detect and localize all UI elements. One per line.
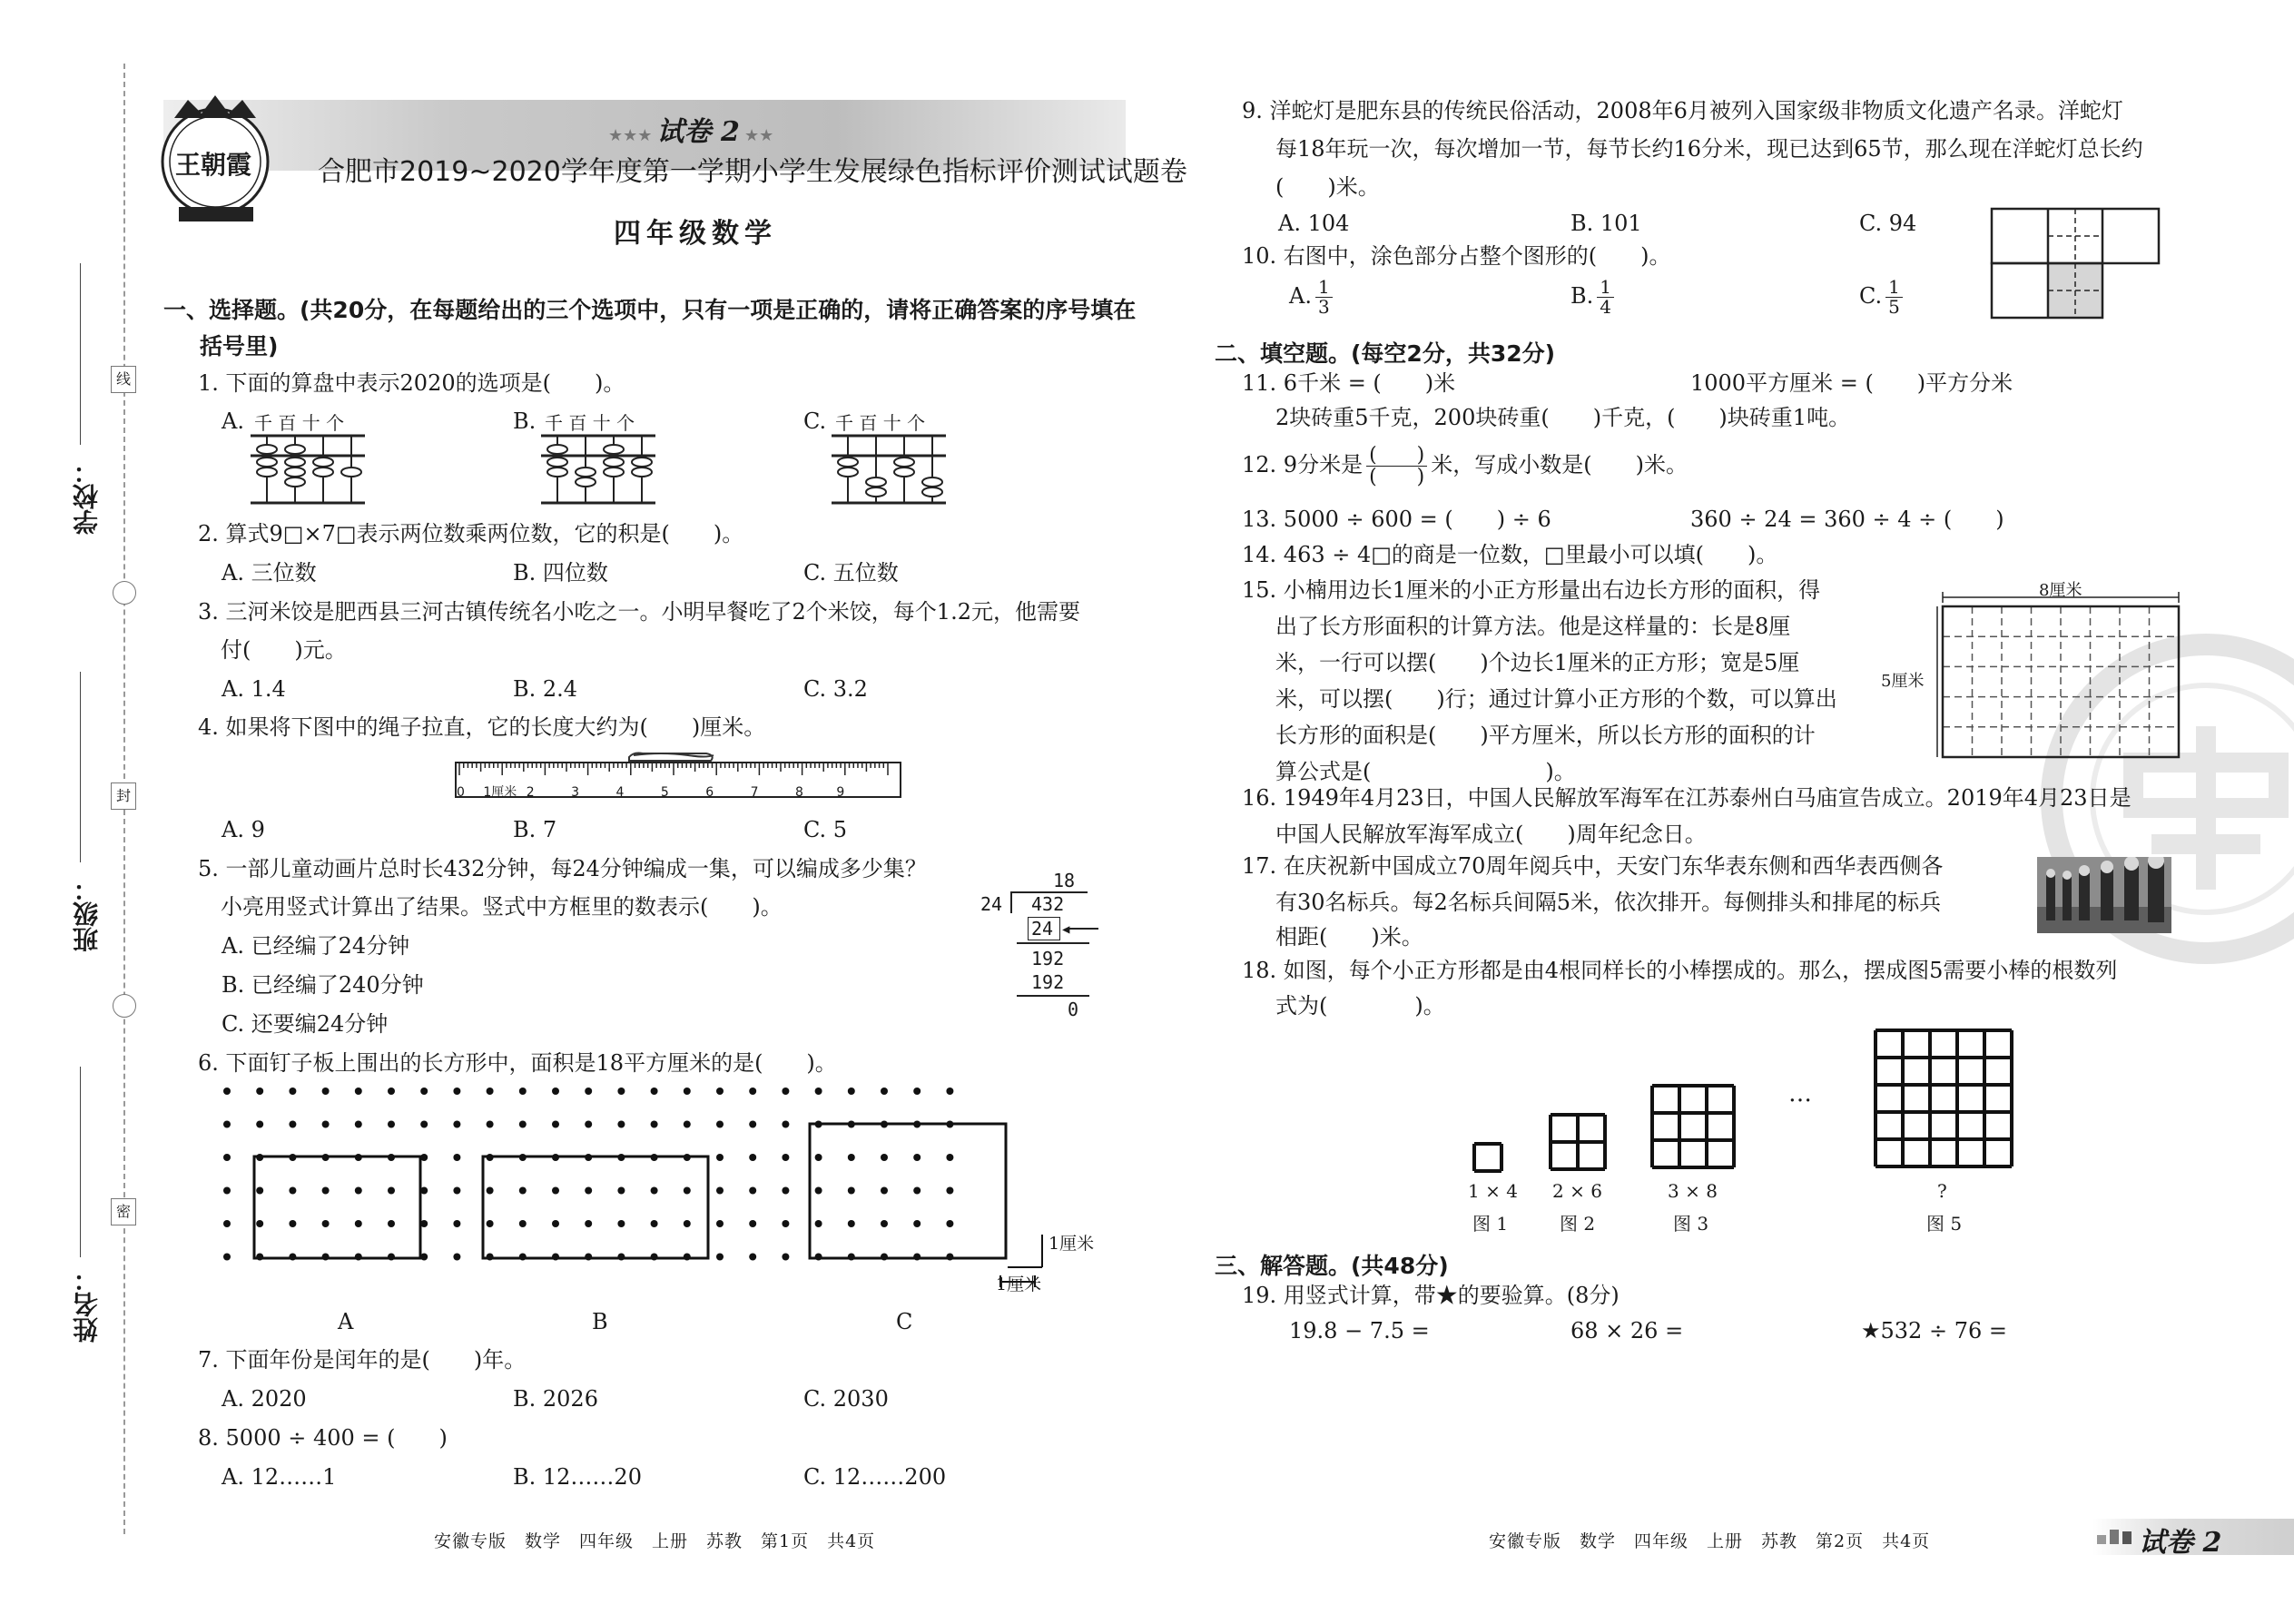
q5-option-c[interactable]: C. 还要编24分钟 xyxy=(222,1011,389,1037)
peg-dot xyxy=(388,1187,395,1195)
figure-5 xyxy=(1876,1030,2012,1166)
peg-dot xyxy=(585,1121,592,1128)
abacus-a xyxy=(249,432,367,507)
q12-numerator-blank[interactable]: ( ) xyxy=(1366,445,1427,467)
long-division-figure: 18 24 432 24 ◀ 192 192 0 xyxy=(980,870,1117,1024)
peg-dot xyxy=(684,1121,691,1128)
peg-dot xyxy=(749,1220,756,1227)
peg-dot xyxy=(749,1088,756,1095)
q18-stem-cont: 式为( )。 xyxy=(1275,993,1445,1019)
peg-dot xyxy=(322,1187,330,1195)
bind-mark-feng: 封 xyxy=(111,782,136,810)
section2-heading: 二、填空题。(每空2分，共32分) xyxy=(1215,340,1556,367)
q15-line3: 米，一行可以摆( )个边长1厘米的正方形；宽是5厘 xyxy=(1275,650,1800,675)
q12-denominator-blank[interactable]: ( ) xyxy=(1369,466,1425,489)
q10-option-c-label: C. xyxy=(1859,283,1883,309)
class-line[interactable] xyxy=(80,672,81,862)
q5-option-a[interactable]: A. 已经编了24分钟 xyxy=(222,933,410,959)
peg-dot xyxy=(848,1220,855,1227)
q3-stem-cont: 付( )元。 xyxy=(221,637,347,663)
peg-dot xyxy=(716,1254,724,1261)
peg-dot xyxy=(585,1187,592,1195)
ruler-tick-label: 9 xyxy=(836,785,845,800)
ruler-tick-label: 2 xyxy=(526,785,535,800)
q9-stem-cont: 每18年玩一次，每次增加一节，每节长约16分米，现已达到65节，那么现在洋蛇灯总长约 xyxy=(1275,136,2143,162)
peg-dot xyxy=(420,1121,428,1128)
q10-a-numerator: 1 xyxy=(1315,278,1333,298)
q10-c-denominator: 5 xyxy=(1888,296,1900,318)
peg-dot xyxy=(782,1121,789,1128)
q10-a-denominator: 3 xyxy=(1317,296,1330,318)
peg-dot xyxy=(289,1220,296,1227)
fig3-expr: 3 × 8 xyxy=(1668,1180,1718,1202)
footer-left: 安徽专版 数学 四年级 上册 苏教 第1页 共4页 xyxy=(434,1531,876,1551)
q18-stem: 18. 如图，每个小正方形都是由4根同样长的小棒摆成的。那么，摆成图5需要小棒的根数列 xyxy=(1242,958,2118,983)
div-remainder: 0 xyxy=(1068,999,1079,1020)
fig5-expr: ? xyxy=(1937,1180,1947,1202)
name-label: 姓名： xyxy=(72,1266,102,1343)
q6-option-c[interactable]: C xyxy=(896,1309,913,1334)
q17-stem-cont: 有30名标兵。每2名标兵间隔5米，依次排开。每侧排头和排尾的标兵 xyxy=(1275,890,1942,915)
peg-dot xyxy=(519,1220,527,1227)
peg-dot xyxy=(487,1088,494,1095)
school-line[interactable] xyxy=(80,263,81,445)
q15-line5: 长方形的面积是( )平方厘米，所以长方形的面积的计 xyxy=(1275,723,1816,748)
paper-label: 试卷 2 xyxy=(656,116,740,148)
peg-dot xyxy=(815,1220,822,1227)
peg-dot xyxy=(946,1154,953,1161)
div-dividend: 432 xyxy=(1031,893,1065,915)
peg-dot xyxy=(552,1088,559,1095)
peg-dot xyxy=(223,1220,231,1227)
peg-dot xyxy=(617,1220,625,1227)
q17-stem-cont2: 相距( )米。 xyxy=(1275,924,1423,950)
peg-dot xyxy=(749,1154,756,1161)
ruler-tick-label: 3 xyxy=(571,785,580,800)
q15-rectangle-grid xyxy=(1925,585,2197,766)
q11-part1: 11. 6千米 = ( )米 xyxy=(1242,370,1456,396)
q16-stem-cont: 中国人民解放军海军成立( )周年纪念日。 xyxy=(1275,822,1707,847)
peg-dot xyxy=(913,1220,921,1227)
q10-option-b[interactable] xyxy=(1570,278,1618,317)
peg-dot xyxy=(815,1154,822,1161)
peg-dot xyxy=(684,1220,691,1227)
peg-dot xyxy=(487,1187,494,1195)
q4-stem: 4. 如果将下图中的绳子拉直，它的长度大约为( )厘米。 xyxy=(198,714,766,740)
peg-dot xyxy=(322,1121,330,1128)
q10-shaded-figure xyxy=(1988,205,2162,323)
peg-dot xyxy=(749,1121,756,1128)
peg-dot xyxy=(716,1220,724,1227)
peg-dot xyxy=(585,1088,592,1095)
peg-dot xyxy=(684,1187,691,1195)
q6-stem: 6. 下面钉子板上围出的长方形中，面积是18平方厘米的是( )。 xyxy=(198,1050,837,1076)
q10-option-b-label: B. xyxy=(1570,283,1594,309)
div-quotient: 18 xyxy=(1053,870,1076,891)
peg-dot xyxy=(848,1154,855,1161)
peg-dot xyxy=(881,1220,888,1227)
peg-dot xyxy=(453,1121,460,1128)
peg-dot xyxy=(223,1088,231,1095)
peg-dot xyxy=(651,1121,658,1128)
bind-hole-icon xyxy=(113,994,136,1018)
abacus-b-labels: 千 百 十 个 xyxy=(545,412,635,434)
figure-1 xyxy=(1474,1144,1501,1171)
peg-dot xyxy=(617,1187,625,1195)
q1-option-b[interactable]: B. xyxy=(513,408,537,434)
q19-calc-b[interactable]: 68 × 26 = xyxy=(1570,1318,1684,1343)
abacus-c xyxy=(830,432,948,507)
peg-dot xyxy=(289,1187,296,1195)
q7-option-c[interactable]: C. 2030 xyxy=(803,1386,889,1412)
q13-part2: 360 ÷ 24 = 360 ÷ 4 ÷ ( ) xyxy=(1690,507,2004,532)
q12-stem xyxy=(1242,445,1688,487)
q15-width-label: 5厘米 xyxy=(1881,672,1925,691)
bind-hole-icon xyxy=(113,581,136,605)
q2-option-a[interactable]: A. 三位数 xyxy=(222,560,317,586)
peg-dot xyxy=(651,1220,658,1227)
q9-stem-cont2: ( )米。 xyxy=(1275,174,1380,200)
div-row2: 192 xyxy=(1031,971,1065,993)
fig1-name: 图 1 xyxy=(1472,1213,1509,1235)
peg-dot xyxy=(453,1254,460,1261)
peg-dot xyxy=(552,1220,559,1227)
section1-heading-cont: 括号里) xyxy=(200,333,279,359)
q17-stem: 17. 在庆祝新中国成立70周年阅兵中，天安门东华表东侧和西华表西侧各 xyxy=(1242,853,1944,879)
q3-option-c[interactable]: C. 3.2 xyxy=(803,676,868,702)
q7-stem: 7. 下面年份是闰年的是( )年。 xyxy=(198,1347,527,1373)
peg-dot xyxy=(617,1121,625,1128)
peg-dot xyxy=(519,1187,527,1195)
q19-stem: 19. 用竖式计算，带★的要验算。(8分) xyxy=(1242,1283,1620,1308)
peg-dot xyxy=(651,1187,658,1195)
section3-heading: 三、解答题。(共48分) xyxy=(1215,1253,1449,1279)
peg-dot xyxy=(256,1121,263,1128)
q15-line2: 出了长方形面积的计算方法。他是这样量的：长是8厘 xyxy=(1275,614,1791,639)
peg-dot xyxy=(782,1154,789,1161)
peg-dot xyxy=(749,1187,756,1195)
peg-dot xyxy=(585,1220,592,1227)
footer-tag-blocks-icon xyxy=(2097,1528,2133,1546)
parade-photo xyxy=(2037,857,2171,933)
peg-dot xyxy=(782,1220,789,1227)
ruler-tick-label: 7 xyxy=(750,785,759,800)
peg-dot xyxy=(420,1088,428,1095)
q2-option-b[interactable]: B. 四位数 xyxy=(513,560,608,586)
name-line[interactable] xyxy=(80,1067,81,1257)
q12-prefix: 12. 9分米是 xyxy=(1242,452,1364,478)
peg-dot xyxy=(782,1254,789,1261)
peg-dot xyxy=(617,1088,625,1095)
peg-dot xyxy=(487,1220,494,1227)
fig2-expr: 2 × 6 xyxy=(1552,1180,1602,1202)
abacus-c-labels: 千 百 十 个 xyxy=(835,412,926,434)
peg-dot xyxy=(388,1088,395,1095)
peg-dot xyxy=(881,1187,888,1195)
div-boxed-partial: 24 xyxy=(1031,918,1054,940)
fig2-name: 图 2 xyxy=(1560,1213,1596,1235)
div-divisor: 24 xyxy=(980,893,1003,915)
peg-dot xyxy=(881,1154,888,1161)
peg-dot xyxy=(223,1254,231,1261)
peg-dot xyxy=(749,1254,756,1261)
footer-tag: 试卷 2 xyxy=(2139,1527,2222,1559)
peg-dot xyxy=(913,1088,921,1095)
q15-line1: 15. 小楠用边长1厘米的小正方形量出右边长方形的面积，得 xyxy=(1242,577,1821,603)
peg-dot xyxy=(453,1220,460,1227)
peg-dot xyxy=(552,1187,559,1195)
q10-option-a-label: A. xyxy=(1289,283,1312,309)
peg-dot xyxy=(487,1121,494,1128)
abacus-b xyxy=(539,432,657,507)
bind-mark-mi: 密 xyxy=(111,1198,136,1225)
peg-dot xyxy=(322,1220,330,1227)
peg-dot xyxy=(256,1220,263,1227)
q5-stem-cont: 小亮用竖式计算出了结果。竖式中方框里的数表示( )。 xyxy=(221,894,783,920)
q8-option-b[interactable]: B. 12……20 xyxy=(513,1464,642,1490)
peg-dot xyxy=(848,1088,855,1095)
q10-b-numerator: 1 xyxy=(1597,278,1614,298)
section1-heading: 一、选择题。(共20分，在每题给出的三个选项中，只有一项是正确的，请将正确答案的序号填在 xyxy=(163,297,1137,323)
peg-dot xyxy=(256,1088,263,1095)
ruler-labels xyxy=(457,782,844,801)
peg-dot xyxy=(651,1088,658,1095)
fig1-expr: 1 × 4 xyxy=(1468,1180,1518,1202)
peg-dot xyxy=(946,1088,953,1095)
q4-option-b[interactable]: B. 7 xyxy=(513,817,557,842)
q10-c-numerator: 1 xyxy=(1885,278,1903,298)
pegboard-figure xyxy=(218,1080,1117,1298)
peg-dot xyxy=(355,1187,362,1195)
q11-part2: 1000平方厘米 = ( )平方分米 xyxy=(1690,370,2013,396)
q15-line6: 算公式是( )。 xyxy=(1275,759,1576,784)
q10-option-a[interactable] xyxy=(1289,278,1336,317)
bind-mark-xian: 线 xyxy=(111,366,136,393)
ruler-tick-label: 8 xyxy=(795,785,803,800)
peg-dot xyxy=(453,1154,460,1161)
q14-stem: 14. 463 ÷ 4□的商是一位数，□里最小可以填( )。 xyxy=(1242,542,1778,567)
peg-dot xyxy=(453,1088,460,1095)
q10-b-denominator: 4 xyxy=(1600,296,1611,318)
q19-calc-a[interactable]: 19.8 − 7.5 = xyxy=(1289,1318,1430,1343)
peg-dot xyxy=(289,1088,296,1095)
peg-dot xyxy=(355,1121,362,1128)
q8-option-a[interactable]: A. 12……1 xyxy=(222,1464,337,1490)
peg-dot xyxy=(355,1088,362,1095)
peg-dot xyxy=(848,1187,855,1195)
q2-stem: 2. 算式9□×7□表示两位数乘两位数，它的积是( )。 xyxy=(198,521,744,546)
q11-part3: 2块砖重5千克，200块砖重( )千克，( )块砖重1吨。 xyxy=(1275,405,1851,430)
q5-option-b[interactable]: B. 已经编了240分钟 xyxy=(222,972,424,998)
q3-stem: 3. 三河米饺是肥西县三河古镇传统名小吃之一。小明早餐吃了2个米饺，每个1.2元，他需要 xyxy=(198,599,1080,625)
peg-dot xyxy=(223,1121,231,1128)
school-label: 学校： xyxy=(72,458,102,535)
peg-dot xyxy=(716,1154,724,1161)
ruler-tick-label: 5 xyxy=(660,785,669,800)
footer-right: 安徽专版 数学 四年级 上册 苏教 第2页 共4页 xyxy=(1489,1531,1931,1551)
q7-option-b[interactable]: B. 2026 xyxy=(513,1386,598,1412)
peg-dot xyxy=(815,1187,822,1195)
figure-3 xyxy=(1652,1086,1734,1167)
peg-dot xyxy=(913,1187,921,1195)
ruler-tick-label: 0 xyxy=(457,785,465,800)
peg-dot xyxy=(815,1088,822,1095)
div-arrow-icon xyxy=(1067,928,1098,930)
q1-stem: 1. 下面的算盘中表示2020的选项是( )。 xyxy=(198,370,625,396)
ruler-tick-label: 6 xyxy=(705,785,714,800)
q10-stem: 10. 右图中，涂色部分占整个图形的( )。 xyxy=(1242,243,1671,269)
peg-dot xyxy=(223,1187,231,1195)
q15-length-label: 8厘米 xyxy=(2039,581,2082,600)
ruler-tick-label: 4 xyxy=(615,785,625,800)
q4-option-a[interactable]: A. 9 xyxy=(222,817,265,842)
peg-dot xyxy=(256,1187,263,1195)
subject-title: 四年级数学 xyxy=(614,218,777,250)
q9-option-b[interactable]: B. 101 xyxy=(1570,211,1642,236)
q8-stem: 8. 5000 ÷ 400 = ( ) xyxy=(198,1425,448,1451)
peg-dot xyxy=(453,1187,460,1195)
abacus-a-labels: 千 百 十 个 xyxy=(254,412,345,434)
peg-dot xyxy=(355,1220,362,1227)
logo-text: 王朝霞 xyxy=(175,150,252,180)
q6-unit-horizontal: 1厘米 xyxy=(996,1275,1042,1294)
q13-part1: 13. 5000 ÷ 600 = ( ) ÷ 6 xyxy=(1242,507,1551,532)
q9-option-c[interactable]: C. 94 xyxy=(1859,211,1917,236)
q9-stem: 9. 洋蛇灯是肥东县的传统民俗活动，2008年6月被列入国家级非物质文化遗产名录。洋蛇灯 xyxy=(1242,98,2123,123)
q15-line4: 米，可以摆( )行；通过计算小正方形的个数，可以算出 xyxy=(1275,686,1837,712)
peg-dot xyxy=(519,1088,527,1095)
peg-dot xyxy=(289,1121,296,1128)
peg-dot xyxy=(913,1154,921,1161)
q2-option-c[interactable]: C. 五位数 xyxy=(803,560,899,586)
peg-dot xyxy=(716,1121,724,1128)
q1-option-a[interactable]: A. xyxy=(222,408,244,434)
q4-option-c[interactable]: C. 5 xyxy=(803,817,848,842)
figure-2 xyxy=(1551,1115,1605,1169)
q7-option-a[interactable]: A. 2020 xyxy=(222,1386,307,1412)
stars-left: ★★★ xyxy=(608,126,653,145)
exam-title: 合肥市2019~2020学年度第一学期小学生发展绿色指标评价测试试题卷 xyxy=(318,156,1187,188)
peg-dot xyxy=(946,1187,953,1195)
q16-stem: 16. 1949年4月23日，中国人民解放军海军在江苏泰州白马庙宣告成立。2019年4月23日是 xyxy=(1242,785,2132,811)
q12-suffix: 米，写成小数是( )米。 xyxy=(1431,452,1688,478)
peg-dot xyxy=(388,1121,395,1128)
q6-option-a[interactable]: A xyxy=(338,1309,354,1334)
peg-dot xyxy=(322,1088,330,1095)
peg-dot xyxy=(716,1088,724,1095)
q3-option-a[interactable]: A. 1.4 xyxy=(222,676,286,702)
q18-ellipsis: … xyxy=(1788,1080,1812,1107)
q19-calc-c[interactable]: ★532 ÷ 76 = xyxy=(1861,1318,2007,1343)
q3-option-b[interactable]: B. 2.4 xyxy=(513,676,578,702)
q18-stick-figures xyxy=(1462,1026,2024,1180)
stars-right: ★★ xyxy=(743,126,774,145)
q9-option-a[interactable]: A. 104 xyxy=(1278,211,1350,236)
peg-dot xyxy=(881,1088,888,1095)
peg-dot xyxy=(684,1088,691,1095)
q8-option-c[interactable]: C. 12……200 xyxy=(803,1464,947,1490)
ruler-unit-label: 1厘米 xyxy=(483,785,517,800)
peg-dot xyxy=(552,1121,559,1128)
peg-dot xyxy=(782,1187,789,1195)
peg-dot xyxy=(519,1121,527,1128)
div-row1: 192 xyxy=(1031,948,1065,969)
peg-dot xyxy=(223,1154,231,1161)
q10-option-c[interactable] xyxy=(1859,278,1906,317)
peg-dot xyxy=(716,1187,724,1195)
class-label: 班级： xyxy=(72,876,102,952)
q5-stem: 5. 一部儿童动画片总时长432分钟，每24分钟编成一集，可以编成多少集？ xyxy=(198,856,927,881)
peg-dot xyxy=(946,1220,953,1227)
fig3-name: 图 3 xyxy=(1673,1213,1709,1235)
peg-dot xyxy=(388,1220,395,1227)
q6-unit-vertical: 1厘米 xyxy=(1049,1234,1095,1254)
fig5-name: 图 5 xyxy=(1926,1213,1963,1235)
q6-option-b[interactable]: B xyxy=(592,1309,608,1334)
q1-option-c[interactable]: C. xyxy=(803,408,827,434)
peg-dot xyxy=(782,1088,789,1095)
